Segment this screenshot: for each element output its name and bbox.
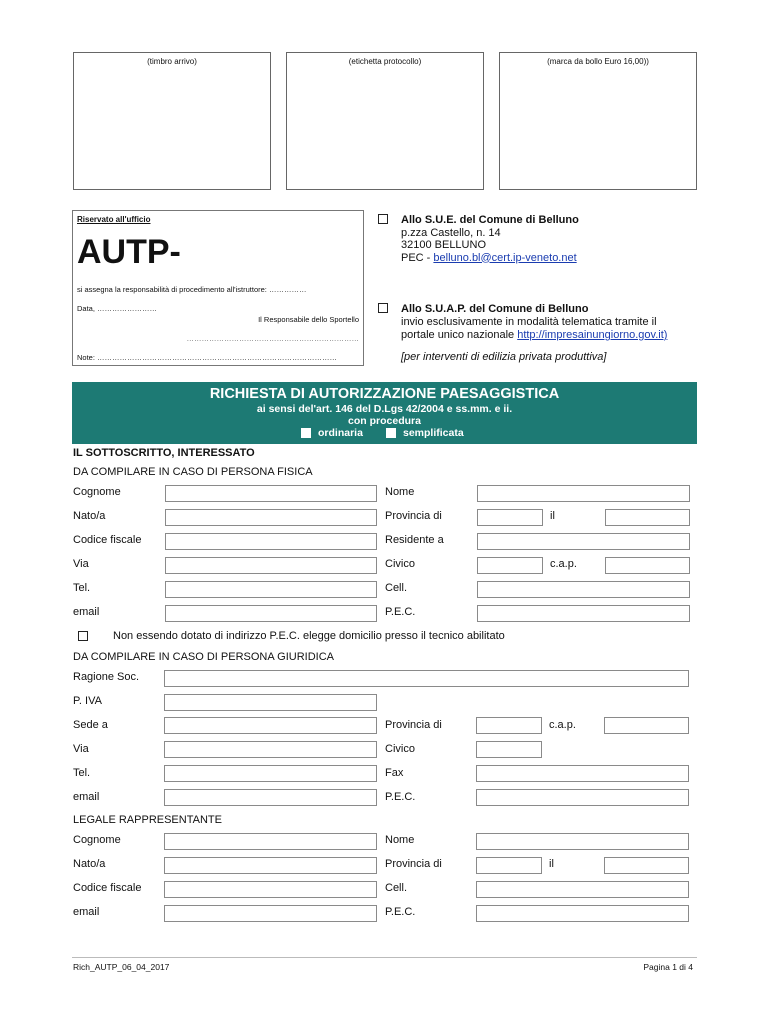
codice-fiscale-field[interactable]	[165, 533, 377, 550]
sue-checkbox[interactable]	[378, 214, 388, 224]
suap-recipient	[401, 303, 667, 364]
sede-via-field[interactable]	[164, 741, 377, 758]
sede-cap-label: c.a.p.	[549, 719, 576, 731]
cap-field[interactable]	[605, 557, 690, 574]
sue-address-2: 32100 BELLUNO	[401, 239, 486, 251]
residente-label: Residente a	[385, 534, 444, 546]
sue-recipient	[401, 214, 579, 264]
assign-text: si assegna la responsabilità di procedimento all'istruttore: ……………	[77, 285, 307, 294]
tel-label: Tel.	[73, 582, 91, 594]
fax-label: Fax	[385, 767, 404, 779]
footer-divider	[72, 957, 697, 958]
protocol-label-box	[286, 52, 484, 190]
footer-page-number: Pagina 1 di 4	[643, 962, 693, 972]
provincia-label: Provincia di	[385, 510, 442, 522]
residente-field[interactable]	[477, 533, 690, 550]
footer-doc-code: Rich_AUTP_06_04_2017	[73, 962, 170, 972]
no-pec-text: Non essendo dotato di indirizzo P.E.C. elegge domicilio presso il tecnico abilitato	[113, 630, 505, 642]
subscriber-heading: IL SOTTOSCRITTO, INTERESSATO	[73, 447, 255, 459]
sede-tel-field[interactable]	[164, 765, 377, 782]
nome-field[interactable]	[477, 485, 690, 502]
protocol-label-box-label: (etichetta protocollo)	[348, 57, 422, 66]
sede-cap-field[interactable]	[604, 717, 689, 734]
sue-address-1: p.zza Castello, n. 14	[401, 226, 501, 239]
sede-via-label: Via	[73, 743, 89, 755]
rep-cell-field[interactable]	[476, 881, 689, 898]
reserved-heading: Riservato all'ufficio	[77, 215, 151, 224]
stamp-box-label: (timbro arrivo)	[147, 57, 197, 66]
rep-pec-field[interactable]	[476, 905, 689, 922]
sede-email-field[interactable]	[164, 789, 377, 806]
sue-pec-prefix: PEC -	[401, 251, 434, 264]
rep-cell-label: Cell.	[385, 882, 408, 894]
nato-field[interactable]	[165, 509, 377, 526]
codice-fiscale-label: Codice fiscale	[73, 534, 142, 546]
fax-field[interactable]	[476, 765, 689, 782]
rep-provincia-field[interactable]	[476, 857, 542, 874]
cap-label: c.a.p.	[550, 558, 577, 570]
via-field[interactable]	[165, 557, 377, 574]
rep-cognome-label: Cognome	[73, 834, 121, 846]
sede-pec-field[interactable]	[476, 789, 689, 806]
cognome-field[interactable]	[165, 485, 377, 502]
sue-pec-link[interactable]: belluno.bl@cert.ip-veneto.net	[433, 251, 577, 264]
revenue-stamp-box	[499, 52, 697, 190]
office-reserved-box	[72, 210, 364, 366]
ordinaria-label: ordinaria	[318, 427, 363, 439]
banner-title: RICHIESTA DI AUTORIZZAZIONE PAESAGGISTICA	[209, 386, 560, 402]
via-label: Via	[73, 558, 89, 570]
sede-provincia-label: Provincia di	[385, 719, 442, 731]
piva-field[interactable]	[164, 694, 377, 711]
suap-line-1: invio esclusivamente in modalità telematica tramite il	[401, 316, 657, 328]
rep-codice-fiscale-label: Codice fiscale	[73, 882, 142, 894]
sede-civico-field[interactable]	[476, 741, 542, 758]
semplificata-checkbox[interactable]	[386, 428, 396, 438]
pec-label: P.E.C.	[385, 606, 416, 618]
notes-text: Note: ……………………………………………………………………………………	[77, 353, 338, 362]
civico-label: Civico	[385, 558, 415, 570]
rep-nato-label: Nato/a	[73, 858, 106, 870]
legal-person-heading: DA COMPILARE IN CASO DI PERSONA GIURIDICA	[73, 651, 334, 663]
autp-code: AUTP-	[77, 233, 181, 271]
sede-tel-label: Tel.	[73, 767, 91, 779]
rep-provincia-label: Provincia di	[385, 858, 442, 870]
date-text: Data, ……………………	[77, 304, 158, 313]
cell-field[interactable]	[477, 581, 690, 598]
semplificata-label: semplificata	[403, 427, 464, 439]
birth-date-field[interactable]	[605, 509, 690, 526]
signature-line: ……………………………………………………………	[186, 334, 359, 343]
sede-pec-label: P.E.C.	[385, 791, 416, 803]
title-banner	[72, 382, 697, 444]
email-field[interactable]	[165, 605, 377, 622]
rep-il-label: il	[549, 858, 554, 870]
cognome-label: Cognome	[73, 486, 121, 498]
rep-email-label: email	[73, 906, 100, 918]
rep-nato-field[interactable]	[164, 857, 377, 874]
suap-portal-link[interactable]: http://impresainungiorno.gov.it)	[517, 329, 668, 341]
rep-pec-label: P.E.C.	[385, 906, 416, 918]
physical-person-heading: DA COMPILARE IN CASO DI PERSONA FISICA	[73, 466, 313, 478]
nome-label: Nome	[385, 486, 415, 498]
provincia-field[interactable]	[477, 509, 543, 526]
suap-checkbox[interactable]	[378, 303, 388, 313]
rep-email-field[interactable]	[164, 905, 377, 922]
ragione-sociale-label: Ragione Soc.	[73, 671, 140, 683]
pec-field[interactable]	[477, 605, 690, 622]
nato-label: Nato/a	[73, 510, 106, 522]
tel-field[interactable]	[165, 581, 377, 598]
suap-note: [per interventi di edilizia privata produttiva]	[401, 351, 607, 363]
rep-cognome-field[interactable]	[164, 833, 377, 850]
sue-title: Allo S.U.E. del Comune di Belluno	[401, 214, 579, 226]
piva-label: P. IVA	[73, 695, 102, 707]
sede-label: Sede a	[73, 719, 108, 731]
email-label: email	[73, 606, 100, 618]
civico-field[interactable]	[477, 557, 543, 574]
cell-label: Cell.	[385, 582, 408, 594]
sede-provincia-field[interactable]	[476, 717, 542, 734]
rep-birth-date-field[interactable]	[604, 857, 689, 874]
rep-nome-field[interactable]	[476, 833, 689, 850]
revenue-stamp-box-label: (marca da bollo Euro 16,00))	[547, 57, 649, 66]
ordinaria-checkbox[interactable]	[301, 428, 311, 438]
suap-line-2: portale unico nazionale	[401, 329, 518, 341]
suap-title: Allo S.U.A.P. del Comune di Belluno	[401, 303, 589, 315]
banner-procedure: con procedura	[348, 415, 421, 427]
legal-rep-heading: LEGALE RAPPRESENTANTE	[73, 814, 222, 826]
no-pec-checkbox[interactable]	[78, 631, 88, 641]
sede-field[interactable]	[164, 717, 377, 734]
responsible-text: Il Responsabile dello Sportello	[258, 315, 359, 324]
il-label: il	[550, 510, 555, 522]
sede-email-label: email	[73, 791, 100, 803]
stamp-box	[73, 52, 271, 190]
banner-subtitle: ai sensi del'art. 146 del D.Lgs 42/2004 e ss.mm. e ii.	[256, 403, 513, 415]
rep-nome-label: Nome	[385, 834, 415, 846]
rep-codice-fiscale-field[interactable]	[164, 881, 377, 898]
sede-civico-label: Civico	[385, 743, 415, 755]
ragione-sociale-field[interactable]	[164, 670, 689, 687]
